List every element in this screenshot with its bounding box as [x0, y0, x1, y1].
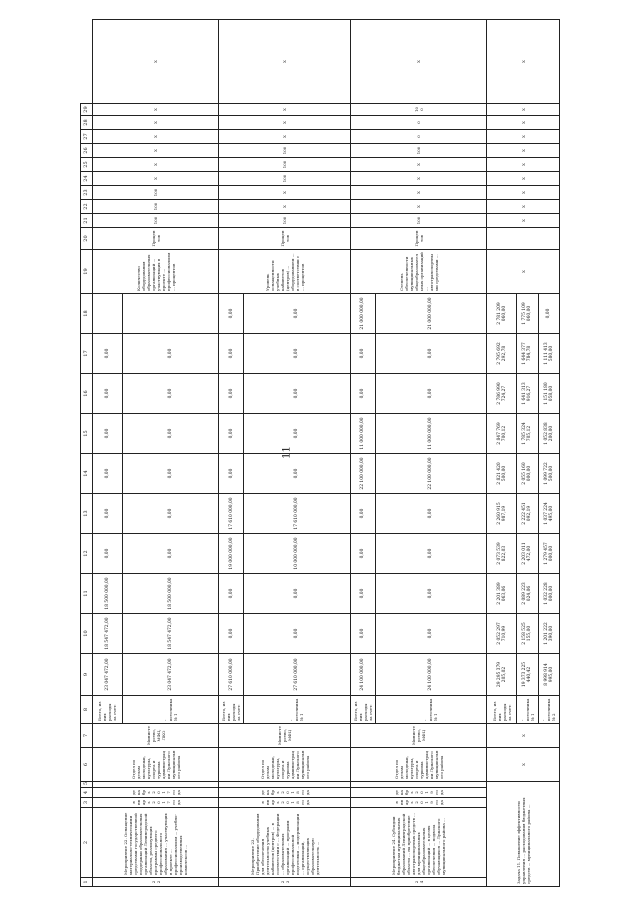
measure-description: Мероприятие 22. Оснащение материально-техническими средствами государственной поддержки образовательных организаций Ленинградской области, реализующих программы среднего профессионального образования ... участвующих в проекте ... профессионализм ... учебно-производственных комплексов ...	[92, 807, 218, 877]
amount-cell: 0,00	[92, 413, 122, 453]
amount-cell: 0,00	[350, 573, 375, 613]
header-cell: 16	[80, 373, 92, 413]
end-date: декабрь 2017 года	[92, 787, 218, 797]
amount-cell: 22 100 000,00	[375, 453, 486, 493]
row-number: 24	[350, 877, 486, 886]
table-row-24a	[350, 19, 375, 886]
amount-cell: 2 821 420 500,00	[486, 453, 516, 493]
amount-cell: 0,00	[218, 413, 243, 453]
header-cell: 14	[80, 453, 92, 493]
amount-cell: 0,00	[92, 533, 122, 573]
x-cell: X	[486, 199, 559, 213]
target-cell: X	[218, 19, 350, 103]
header-cell: 1	[80, 877, 92, 886]
header-cell: 18	[80, 293, 92, 333]
empty-cell	[218, 781, 350, 787]
amount-cell: 0,00	[243, 453, 350, 493]
table-row-22a	[92, 19, 122, 886]
amount-cell: 19 000 000,00	[218, 533, 243, 573]
amount-cell: 2 073 539 822,03	[486, 533, 516, 573]
funding-body: Министерство, МФЦ	[350, 723, 486, 747]
header-cell: 19	[80, 249, 92, 293]
x-cell: X	[486, 249, 559, 293]
funding-body: Министерство, МФЦ	[218, 723, 350, 747]
amount-cell: 0,00	[92, 493, 122, 533]
header-cell: 24	[80, 171, 92, 185]
amount-cell: 0,00	[218, 573, 243, 613]
amount-cell: 1 032 228 000,00	[538, 573, 559, 613]
amount-cell: 0,00	[218, 333, 243, 373]
amount-cell: 0,00	[243, 333, 350, 373]
amount-cell: 17 610 000,00	[243, 493, 350, 533]
indicator-name: Степень обеспеченности муниципальных общеобразовательных организаций ... автотранспортными средствами ...	[350, 249, 486, 293]
amount-cell: 18 547 472,00	[122, 613, 218, 653]
header-cell: 8	[80, 695, 92, 723]
executor: Отдел по делам молодежи, культуры, спорта и туризма администрации Лужского муниципального района	[218, 747, 350, 781]
amount-cell: 10 000 000,00	[243, 533, 350, 573]
amount-cell: 0,00	[122, 493, 218, 533]
source-label: Всего, из них расходы за счет:	[92, 695, 122, 723]
source-label: - источника № 1	[516, 695, 537, 723]
amount-cell: 2 781 209 060,00	[486, 293, 516, 333]
x-cell: X	[486, 747, 559, 781]
amount-cell: 2 847 769 700,12	[486, 413, 516, 453]
target-cell: X	[92, 115, 218, 129]
x-cell: X	[486, 723, 559, 747]
x-cell: X	[486, 171, 559, 185]
amount-cell: 22 100 000,00	[350, 453, 375, 493]
source-label: Всего, из них расходы за счет:	[486, 695, 516, 723]
header-row	[80, 19, 92, 886]
amount-cell: 2 052 297 710,99	[486, 613, 516, 653]
target-cell: X	[350, 199, 486, 213]
amount-cell: 2 089 223 024,06	[516, 573, 537, 613]
header-cell: 21	[80, 213, 92, 227]
measure-description: Мероприятие 24. Субсидии бюджетам муниципальных образований Ленинградской области ... на приобретение автотранспортных средств ... для муниципальных общеобразовательных организаций ... в целях обеспечения ... подвоза обучающихся ... Лужского муниципального района ...	[350, 807, 486, 877]
target-cell: X	[350, 185, 486, 199]
amount-cell: 24 100 000,00	[350, 653, 375, 695]
empty-cell	[92, 781, 218, 787]
end-date: декабрь 2019 года	[350, 787, 486, 797]
end-date: декабрь 2018 года	[218, 787, 350, 797]
x-cell: X	[486, 143, 559, 157]
amount-cell: 0,00	[350, 533, 375, 573]
header-cell: 29	[80, 103, 92, 115]
target-cell: 100	[350, 103, 486, 115]
table-row-total-a	[486, 19, 516, 886]
target-cell: X	[218, 115, 350, 129]
amount-cell: 0,00	[375, 493, 486, 533]
amount-cell: 0,00	[218, 613, 243, 653]
target-cell: 100	[92, 213, 218, 227]
header-cell: 6	[80, 747, 92, 781]
amount-cell: 1 151 180 058,00	[538, 373, 559, 413]
target-cell: X	[218, 185, 350, 199]
amount-cell: 23 047 472,00	[122, 653, 218, 695]
funding-body: Министерство, МФЦ, ЛКО	[92, 723, 218, 747]
amount-cell: 17 610 000,00	[218, 493, 243, 533]
amount-cell: 24 100 000,00	[375, 653, 486, 695]
header-cell: 23	[80, 185, 92, 199]
header-cell: 20	[80, 227, 92, 249]
amount-cell: 18 547 472,00	[92, 613, 122, 653]
header-cell: 22	[80, 199, 92, 213]
header-cell: 28	[80, 115, 92, 129]
amount-cell: 0,00	[92, 453, 122, 493]
amount-cell: 1 037 224 495,00	[538, 493, 559, 533]
amount-cell: 0,00	[350, 373, 375, 413]
row-number: 23	[218, 877, 350, 886]
header-cell: 11	[80, 573, 92, 613]
amount-cell: 2 201 389 063,06	[486, 573, 516, 613]
amount-cell: 18 500 000,00	[92, 573, 122, 613]
amount-cell: 1 279 457 000,00	[538, 533, 559, 573]
amount-cell: 2 795 692 292,78	[486, 333, 516, 373]
amount-cell: 11 000 000,00	[350, 413, 375, 453]
x-cell: X	[486, 103, 559, 115]
amount-cell: 0,00	[375, 533, 486, 573]
amount-cell: 0,00	[350, 493, 375, 533]
amount-cell	[92, 293, 122, 333]
amount-cell: 0,00	[218, 373, 243, 413]
amount-cell: 0,00	[243, 413, 350, 453]
header-cell: 2	[80, 807, 92, 877]
target-cell: 100	[218, 171, 350, 185]
amount-cell: 0,00	[92, 373, 122, 413]
x-cell: X	[486, 129, 559, 143]
amount-cell: 1 052 838 200,00	[538, 413, 559, 453]
executor: Отдел по делам молодежи, культуры, спорта и туризма администрации Лужского муниципального района	[350, 747, 486, 781]
start-date: январь 2019 года	[350, 797, 486, 807]
target-cell: X	[218, 199, 350, 213]
header-cell: 3	[80, 797, 92, 807]
target-cell: X	[350, 19, 486, 103]
target-cell: 100	[218, 143, 350, 157]
target-cell: X	[92, 157, 218, 171]
x-cell: X	[486, 157, 559, 171]
amount-cell: 19 373 225 440,42	[516, 653, 537, 695]
table-row-23a	[218, 19, 243, 886]
amount-cell: 2 158 525 155,00	[516, 613, 537, 653]
target-cell: X	[92, 103, 218, 115]
target-cell: X	[218, 129, 350, 143]
amount-cell: 2 222 451 092,19	[516, 493, 537, 533]
empty-cell	[486, 227, 559, 249]
amount-cell: 11 000 000,00	[375, 413, 486, 453]
header-cell: 26	[80, 143, 92, 157]
amount-cell: 0,00	[218, 453, 243, 493]
target-cell: 100	[218, 213, 350, 227]
measure-description: Мероприятие 23. Приобретение оборудования для обеспечения деятельности учебных кабинетов (центров) ... в соответствии с ... Федерации ... образовательных организаций ... программ профессиональной подготовки ... модернизации ... организаций, осуществляющих образовательную деятельность ...	[218, 807, 350, 877]
source-label: - источника № 1	[243, 695, 350, 723]
amount-cell: 18 500 000,00	[122, 573, 218, 613]
amount-cell: 1 644 377 784,78	[516, 333, 537, 373]
x-cell: X	[486, 213, 559, 227]
amount-cell: 2 203 011 472,00	[516, 533, 537, 573]
indicator-name: Уровень оснащенности учебных кабинетов (центров) ... оборудованием ... в соответствии с ... процентов	[218, 249, 350, 293]
amount-cell: 0,00	[350, 613, 375, 653]
amount-cell: 0,00	[243, 373, 350, 413]
amount-cell: 0,00	[122, 453, 218, 493]
amount-cell: 0,00	[538, 293, 559, 333]
start-date: январь 2018 года	[218, 797, 350, 807]
target-cell: 0	[350, 115, 486, 129]
program-table	[80, 19, 560, 887]
empty-cell	[350, 781, 486, 787]
rotated-table-sheet	[80, 19, 560, 887]
row-number: 22	[92, 877, 218, 886]
target-cell: 100	[350, 213, 486, 227]
source-label: - источника № 1	[375, 695, 486, 723]
target-cell: 100	[92, 199, 218, 213]
indicator-name: Количество оборудования образовательных организаций ... участвующих в проекте ... профессионализм ... процентов	[92, 249, 218, 293]
header-cell: 9	[80, 653, 92, 695]
target-cell: X	[218, 103, 350, 115]
amount-cell: 1 099 722 500,00	[538, 453, 559, 493]
amount-cell: 27 610 000,00	[243, 653, 350, 695]
header-cell: 15	[80, 413, 92, 453]
target-cell: 100	[218, 157, 350, 171]
target-cell: 100	[350, 143, 486, 157]
amount-cell: 0,00	[243, 573, 350, 613]
amount-cell: 1 111 413 580,00	[538, 333, 559, 373]
target-cell: X	[350, 157, 486, 171]
source-label: Всего, из них расходы за счет:	[350, 695, 375, 723]
header-cell: 12	[80, 533, 92, 573]
x-cell: X	[486, 185, 559, 199]
start-date: январь 2017 года	[92, 797, 218, 807]
unit-cell: Процентов	[350, 227, 486, 249]
amount-cell: 0,00	[375, 333, 486, 373]
unit-cell: Процентов	[218, 227, 350, 249]
x-cell: X	[486, 19, 559, 103]
source-label: - источника № 1	[122, 695, 218, 723]
amount-cell: 0,00	[122, 333, 218, 373]
amount-cell: 2 786 990 724,27	[486, 373, 516, 413]
target-cell: X	[92, 171, 218, 185]
amount-cell: 21 000 000,00	[350, 293, 375, 333]
page-number: 11	[281, 446, 293, 459]
amount-cell: 8 998 914 995,00	[538, 653, 559, 695]
amount-cell: 2 260 915 987,19	[486, 493, 516, 533]
target-cell: X	[350, 171, 486, 185]
amount-cell: 0,00	[218, 293, 243, 333]
amount-cell: 0,00	[122, 413, 218, 453]
executor: Отдел по делам молодежи, культуры, спорта и туризма администрации Лужского муниципального района	[92, 747, 218, 781]
amount-cell: 1 775 109 060,00	[516, 293, 537, 333]
amount-cell: 0,00	[243, 613, 350, 653]
amount-cell: 21 000 000,00	[375, 293, 486, 333]
header-cell: 4	[80, 787, 92, 797]
amount-cell: 0,00	[122, 533, 218, 573]
header-cell: 13	[80, 493, 92, 533]
amount-cell	[122, 293, 218, 333]
amount-cell: 1 785 324 705,12	[516, 413, 537, 453]
amount-cell: 0,00	[92, 333, 122, 373]
amount-cell: 0,00	[375, 613, 486, 653]
x-cell: X	[486, 115, 559, 129]
source-label: - источника № 2	[538, 695, 559, 723]
amount-cell: 2 055 160 000,00	[516, 453, 537, 493]
header-cell: 25	[80, 157, 92, 171]
source-label: Всего, из них расходы за счет:	[218, 695, 243, 723]
target-cell: 100	[92, 185, 218, 199]
amount-cell: 27 610 000,00	[218, 653, 243, 695]
task-description: Задача 11. Повышение эффективности управления ... расходования бюджетных средств ... муниципального района ...	[486, 781, 559, 886]
amount-cell: 0,00	[122, 373, 218, 413]
amount-cell: 0,00	[375, 573, 486, 613]
amount-cell: 0,00	[350, 333, 375, 373]
amount-cell: 29 295 379 205,02	[486, 653, 516, 695]
amount-cell: 1 201 222 390,00	[538, 613, 559, 653]
header-cell: 7	[80, 723, 92, 747]
amount-cell: 23 047 472,00	[92, 653, 122, 695]
target-cell: X	[92, 143, 218, 157]
target-cell: 0	[350, 129, 486, 143]
amount-cell: 0,00	[243, 293, 350, 333]
amount-cell: 1 641 313 916,27	[516, 373, 537, 413]
target-cell: X	[92, 129, 218, 143]
header-cell: 17	[80, 333, 92, 373]
amount-cell: 0,00	[375, 373, 486, 413]
header-cell: 5	[80, 781, 92, 787]
header-cell: 27	[80, 129, 92, 143]
unit-cell: Процентов	[92, 227, 218, 249]
header-cell: 10	[80, 613, 92, 653]
target-cell: X	[92, 19, 218, 103]
